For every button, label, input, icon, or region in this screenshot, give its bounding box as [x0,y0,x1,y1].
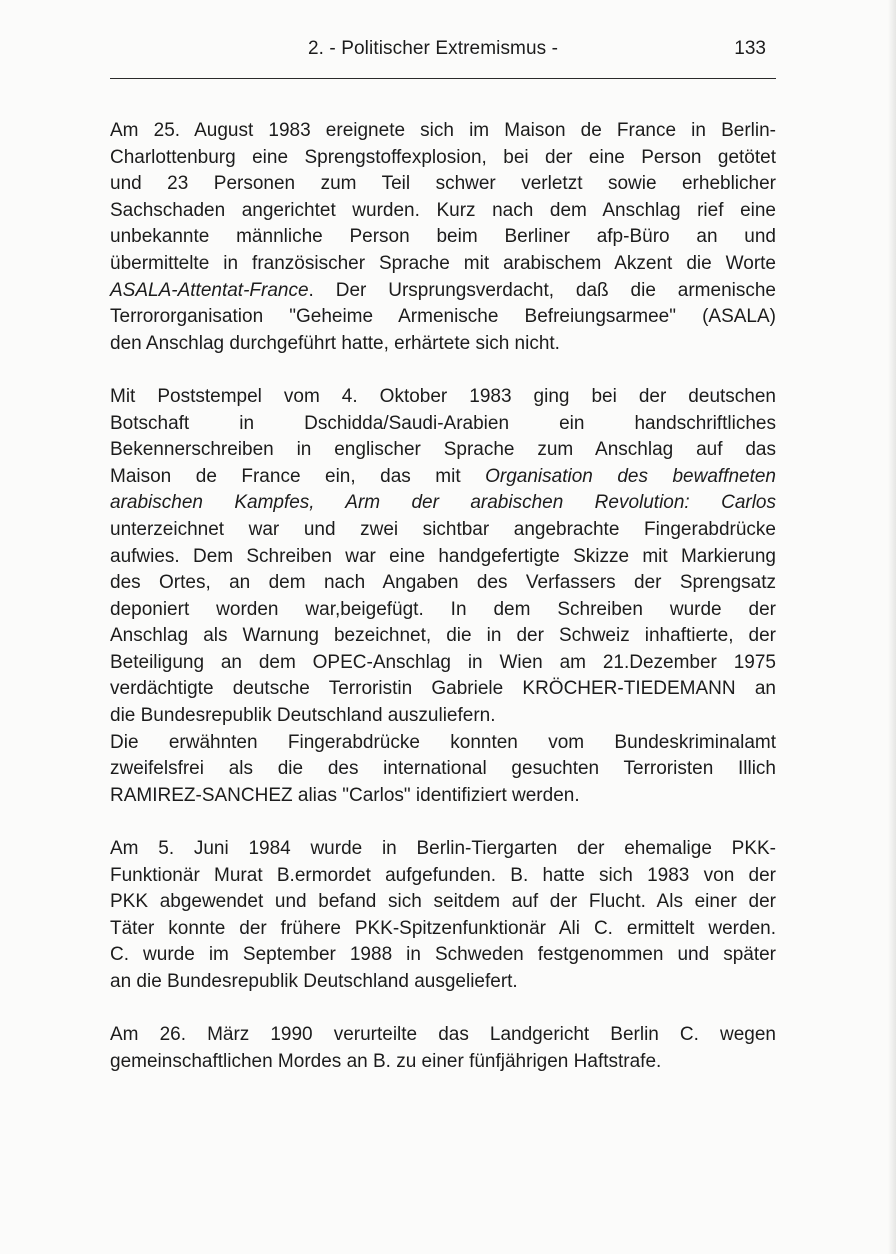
text-line: PKK abgewendet und befand sich seitdem auf der Flucht. Als einer der [110,891,776,913]
running-head: 2. - Politischer Extremismus - [308,38,559,59]
paragraph [110,384,776,730]
text-line: Beteiligung an dem OPEC-Anschlag in Wien am 21.Dezember 1975 [110,651,776,673]
text-line: RAMIREZ-SANCHEZ alias "Carlos" identifiziert werden. [110,784,580,806]
italic-phrase: arabischen Kampfes, Arm der arabischen Revolution: Carlos [110,492,776,514]
text-line: Die erwähnten Fingerabdrücke konnten vom Bundeskriminalamt [110,731,776,753]
text-run: . Der Ursprungsverdacht, daß die armenische [308,279,776,301]
page-edge-shadow [888,0,896,1254]
text-line: Funktionär Murat B.ermordet aufgefunden. B. hatte sich 1983 von der [110,864,776,886]
paragraph [110,730,776,810]
text-line: Am 26. März 1990 verurteilte das Landgericht Berlin C. wegen [110,1024,776,1046]
text-line: Anschlag als Warnung bezeichnet, die in der Schweiz inhaftierte, der [110,625,776,647]
italic-phrase: Organisation des bewaffneten [485,465,776,487]
text-line: zweifelsfrei als die des international gesuchten Terroristen Illich [110,758,776,780]
text-line: an die Bundesrepublik Deutschland ausgeliefert. [110,971,518,992]
text-line: Charlottenburg eine Sprengstoffexplosion, bei der eine Person getötet [110,146,776,168]
text-line: Terrororganisation "Geheime Armenische Befreiungsarmee" (ASALA) [110,306,776,328]
text-line: Am 5. Juni 1984 wurde in Berlin-Tiergarten der ehemalige PKK- [110,838,776,860]
paragraph [110,118,776,357]
text-line: Mit Poststempel vom 4. Oktober 1983 ging bei der deutschen [110,385,776,407]
text-line: den Anschlag durchgeführt hatte, erhärtete sich nicht. [110,332,560,354]
paragraph [110,1022,776,1075]
italic-phrase: ASALA-Attentat-France [110,279,309,301]
text-line: aufwies. Dem Schreiben war eine handgefertigte Skizze mit Markierung [110,545,776,567]
header-rule [110,78,776,79]
text-line: unbekannte männliche Person beim Berliner afp-Büro an und [110,226,776,248]
page-number: 133 [734,38,766,59]
text-line: gemeinschaftlichen Mordes an B. zu einer fünfjährigen Haftstrafe. [110,1050,662,1072]
text-line: Am 25. August 1983 ereignete sich im Maison de France in Berlin- [110,120,776,141]
text-line: unterzeichnet war und zwei sichtbar angebrachte Fingerabdrücke [110,518,776,540]
text-line: die Bundesrepublik Deutschland auszuliefern. [110,705,496,727]
text-line: übermittelte in französischer Sprache mit arabischem Akzent die Worte [110,252,776,274]
text-line: deponiert worden war,beigefügt. In dem Schreiben wurde der [110,598,776,620]
text-line: Sachschaden angerichtet wurden. Kurz nach dem Anschlag rief eine [110,199,776,221]
text-line: Botschaft in Dschidda/Saudi-Arabien ein handschriftliches [110,412,776,434]
text-line [110,464,776,491]
text-line: des Ortes, an dem nach Angaben des Verfassers der Sprengsatz [110,572,776,594]
text-line: Bekennerschreiben in englischer Sprache zum Anschlag auf das [110,439,776,461]
page-header [110,38,776,66]
text-line: und 23 Personen zum Teil schwer verletzt sowie erheblicher [110,173,776,195]
paragraph [110,836,776,996]
document-body [110,118,776,1102]
text-line: Täter konnte der frühere PKK-Spitzenfunktionär Ali C. ermittelt werden. [110,917,776,939]
text-line [110,278,776,305]
text-line: verdächtigte deutsche Terroristin Gabriele KRÖCHER-TIEDEMANN an [110,678,776,700]
text-line [110,490,776,517]
text-line: C. wurde im September 1988 in Schweden festgenommen und später [110,944,776,966]
text-run: Maison de France ein, das mit [110,465,486,487]
